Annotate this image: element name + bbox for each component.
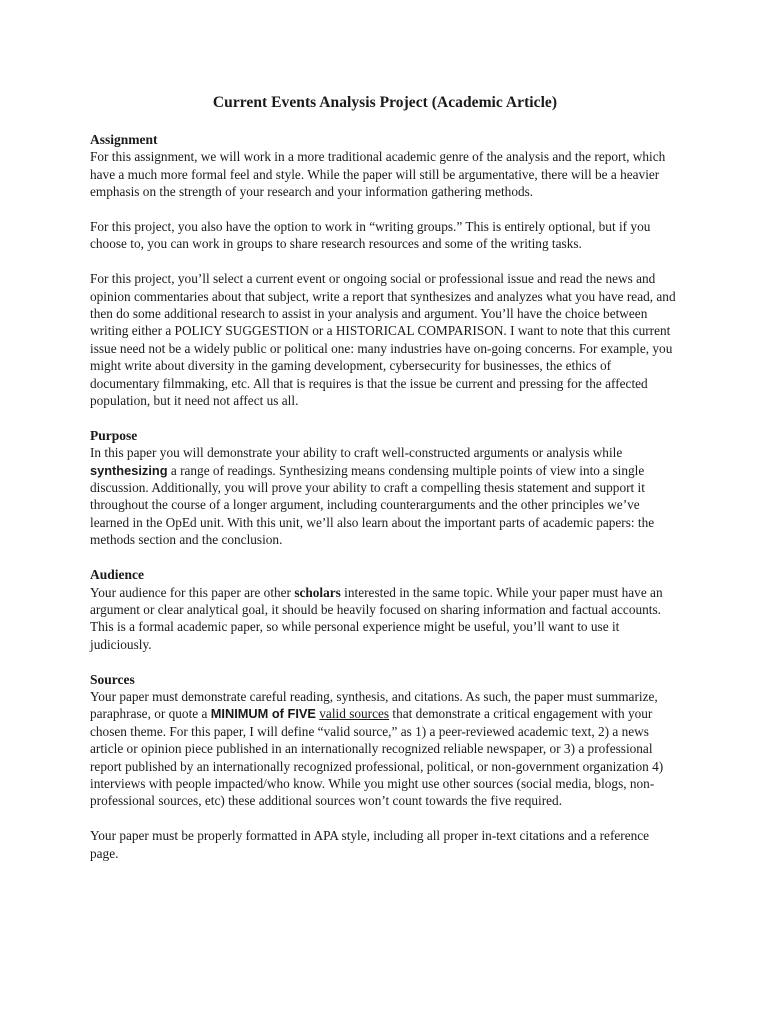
- purpose-bold-term: synthesizing: [90, 462, 168, 478]
- document-title: Current Events Analysis Project (Academic Article): [212, 94, 558, 111]
- purpose-paragraph: [90, 444, 680, 548]
- sources-heading: Sources: [90, 671, 135, 687]
- assignment-paragraph-2: For this project, you also have the option to work in “writing groups.” This is entirely optional, but if you choose to, you can work in groups to share research resources and some of the writing tasks.: [90, 219, 651, 252]
- purpose-text-end: a range of readings. Synthesizing means condensing multiple points of view into a single discussion. Additionally, you will prove your ability to craft a compelling thesis statement and support it throughout the course of a longer argument, including counterarguments and the other principles we’ve learned in the OpEd unit. With this unit, we’ll also learn about the important parts of academic papers: the methods section and the conclusion.: [90, 462, 655, 548]
- paragraph-spacer: [90, 549, 680, 566]
- paragraph-spacer: [90, 201, 680, 218]
- sources-text-start: Your paper must demonstrate careful reading, synthesis, and citations. As such, the paper must summarize, paraphrase, or quote a: [90, 688, 658, 722]
- document-page: [90, 92, 680, 862]
- audience-text-start: Your audience for this paper are other: [90, 584, 295, 600]
- paragraph-spacer: [90, 409, 680, 426]
- paragraph-spacer: [90, 810, 680, 827]
- sources-text-end: that demonstrate a critical engagement with your chosen theme. For this paper, I will define “valid source,” as 1) a peer-reviewed academic text, 2) a news article or opinion piece published in an internationally recognized reliable newspaper, or 3) a professional report published by an internationally recognized professional, political, or non-government organization 4) interviews with people impacted/who know. While you might use other sources (social media, blogs, non-professional sources, etc) these additional sources won’t count towards the five required.: [90, 706, 664, 809]
- audience-paragraph: [90, 584, 680, 654]
- audience-text-end: interested in the same topic. While your paper must have an argument or clear analytical goal, it should be heavily focused on sharing information and factual accounts. This is a formal academic paper, so while personal experience might be useful, you’ll want to use it judiciously.: [90, 584, 663, 652]
- sources-minimum-emphasis: MINIMUM of FIVE: [210, 706, 316, 722]
- assignment-heading: Assignment: [90, 132, 158, 147]
- sources-paragraph-1: [90, 688, 680, 810]
- audience-bold-term: scholars: [294, 584, 341, 600]
- purpose-heading: Purpose: [90, 427, 138, 443]
- sources-valid-sources-underline: valid sources: [319, 706, 390, 722]
- audience-heading: Audience: [90, 567, 144, 583]
- assignment-paragraph-1: For this assignment, we will work in a more traditional academic genre of the analysis and the report, which have a much more formal feel and style. While the paper will still be argumentative, there will be a heavier emphasis on the strength of your research and your information gathering methods.: [90, 149, 666, 200]
- assignment-paragraph-3: For this project, you’ll select a current event or ongoing social or professional issue and read the news and opinion commentaries about that subject, write a report that synthesizes and analyzes what you have read, and then do some additional research to assist in your analysis and argument. You’ll have the choice between writing either a POLICY SUGGESTION or a HISTORICAL COMPARISON. I want to note that this current issue need not be a widely public or political one: many industries have on-going concerns. For example, you might write about diversity in the gaming development, cybersecurity for businesses, the ethics of documentary filmmaking, etc. All that is requires is that the issue be current and pressing for the affected population, but it need not affect us all.: [90, 271, 676, 409]
- sources-paragraph-2: Your paper must be properly formatted in APA style, including all proper in-text citations and a reference page.: [90, 828, 650, 861]
- paragraph-spacer: [90, 253, 680, 270]
- paragraph-spacer: [90, 653, 680, 670]
- purpose-text-start: In this paper you will demonstrate your ability to craft well-constructed arguments or analysis while: [90, 445, 623, 461]
